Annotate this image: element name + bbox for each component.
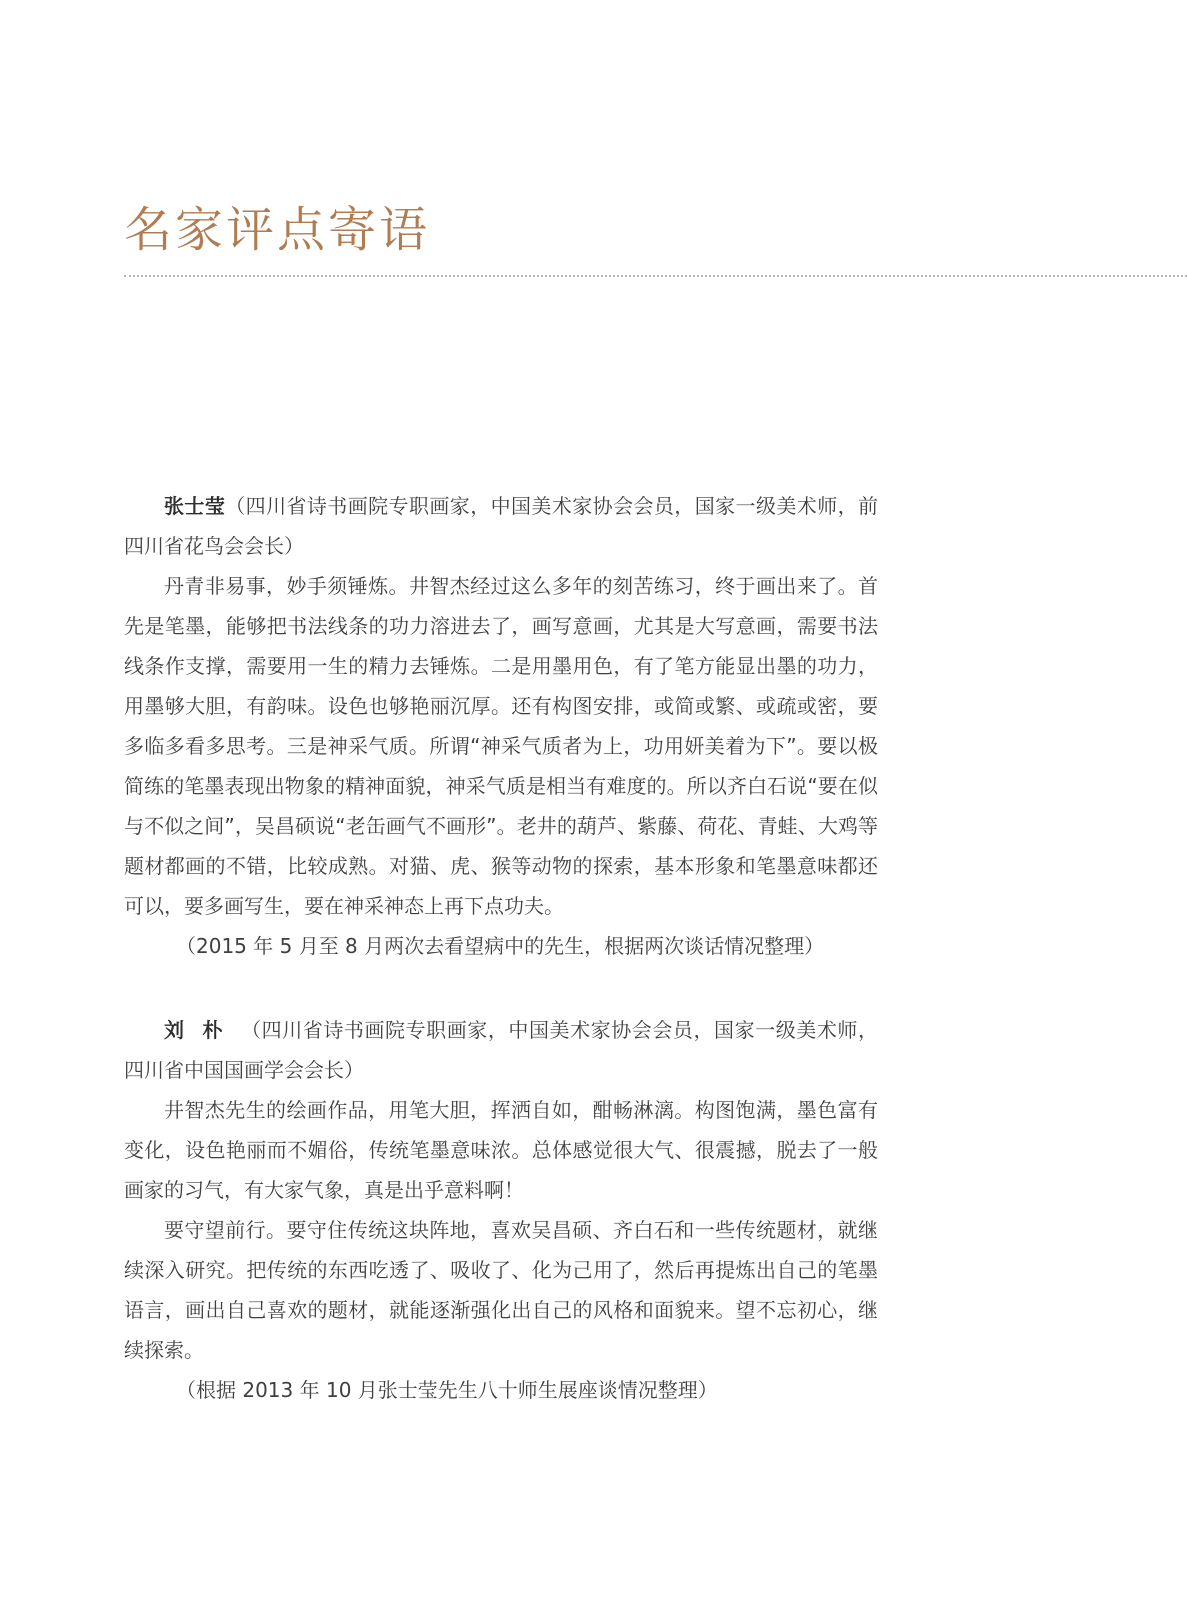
comment-paragraph: 要守望前行。要守住传统这块阵地，喜欢吴昌硕、齐白石和一些传统题材，就继续深入研究。把传统的东西吃透了、吸收了、化为己用了，然后再提炼出自己的笔墨语言，画出自己喜欢的题材，就能逐渐强化出自己的风格和面貌来。望不忘初心，继续探索。 — [124, 1218, 878, 1362]
author-name: 刘朴 — [164, 1018, 242, 1042]
comment-paragraph: 井智杰先生的绘画作品，用笔大胆，挥洒自如，酣畅淋漓。构图饱满，墨色富有变化，设色艳丽而不媚俗，传统笔墨意味浓。总体感觉很大气、很震撼，脱去了一般画家的习气，有大家气象，真是出乎意料啊！ — [124, 1098, 878, 1202]
author-intro — [124, 486, 878, 566]
comment-paragraph: 丹青非易事，妙手须锤炼。井智杰经过这么多年的刻苦练习，终于画出来了。首先是笔墨，能够把书法线条的功力溶进去了，画写意画，尤其是大写意画，需要书法线条作支撑，需要用一生的精力去锤炼。二是用墨用色，有了笔方能显出墨的功力，用墨够大胆，有韵味。设色也够艳丽沉厚。还有构图安排，或简或繁、或疏或密，要多临多看多思考。三是神采气质。所谓“神采气质者为上，功用妍美着为下”。要以极简练的笔墨表现出物象的精神面貌，神采气质是相当有难度的。所以齐白石说“要在似与不似之间”，吴昌硕说“老缶画气不画形”。老井的葫芦、紫藤、荷花、青蛙、大鸡等题材都画的不错，比较成熟。对猫、虎、猴等动物的探索，基本形象和笔墨意味都还可以，要多画写生，要在神采神态上再下点功夫。 — [124, 574, 878, 918]
page-title: 名家评点寄语 — [124, 202, 431, 258]
article-zhang-shiying — [124, 486, 878, 966]
author-credentials: （四川省诗书画院专职画家，中国美术家协会会员，国家一级美术师，四川省中国国画学会会长） — [124, 1018, 878, 1082]
source-note: （2015 年 5 月至 8 月两次去看望病中的先生，根据两次谈话情况整理） — [176, 934, 825, 958]
author-name: 张士莹 — [164, 494, 226, 518]
title-divider — [124, 275, 1187, 277]
source-note: （根据 2013 年 10 月张士莹先生八十师生展座谈情况整理） — [176, 1378, 718, 1402]
author-credentials: （四川省诗书画院专职画家，中国美术家协会会员，国家一级美术师，前四川省花鸟会会长） — [124, 494, 879, 558]
article-liu-pu — [124, 1010, 878, 1410]
author-intro — [124, 1010, 878, 1090]
